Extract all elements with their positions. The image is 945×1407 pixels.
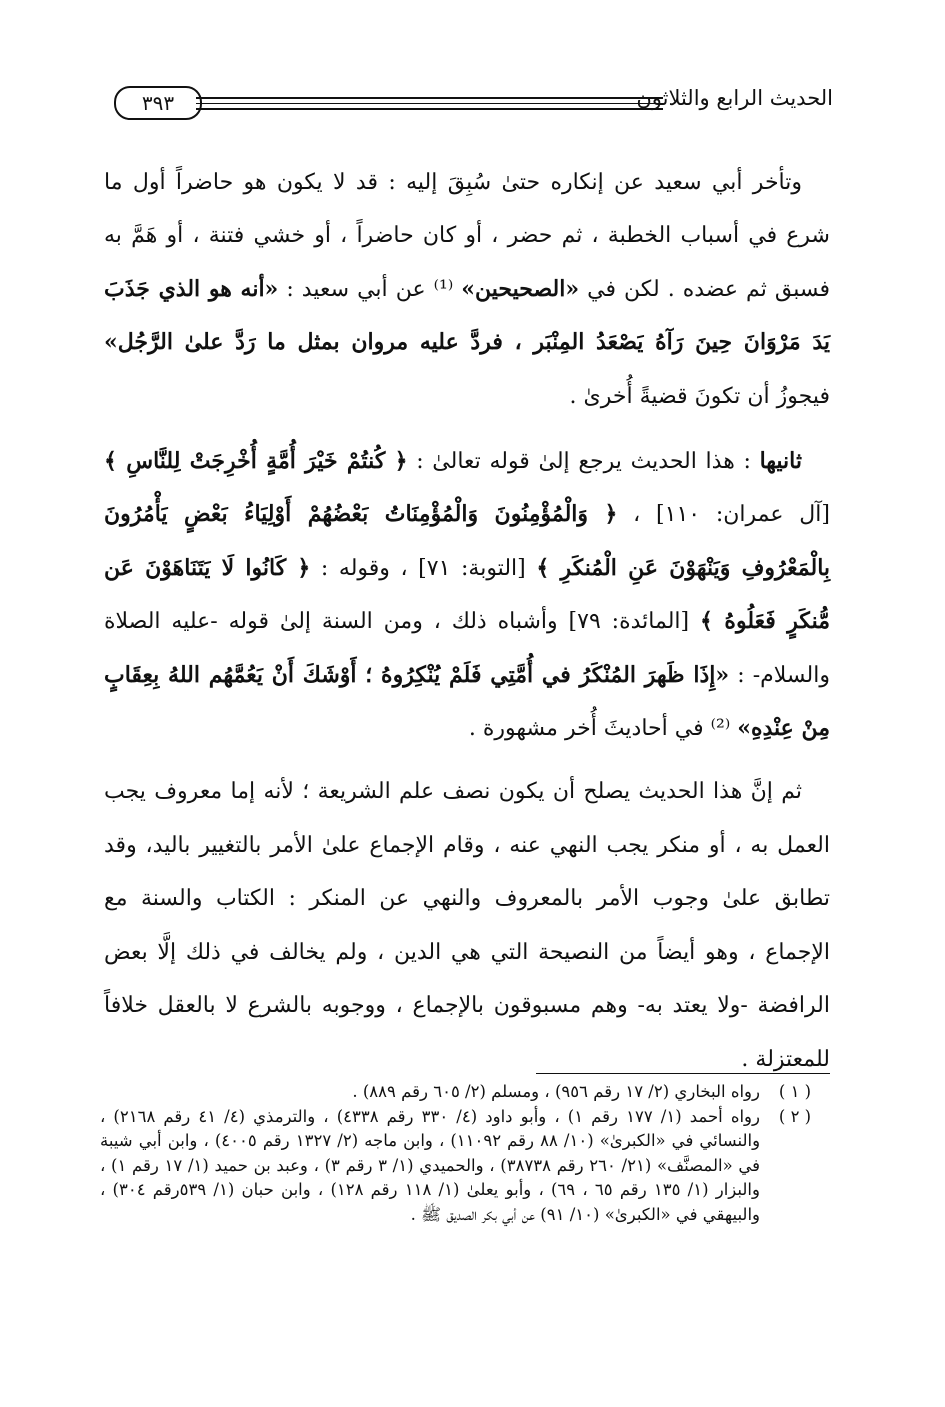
- text-segment: ثم إنَّ هذا الحديث يصلح أن يكون نصف علم الشريعة ؛ لأنه إما معروف يجب العمل به ، أو منكر يجب النهي عنه ، وقام الإجماع علىٰ الأمر بالتغيير باليد، وقد تطابق علىٰ وجوب الأمر بالمعروف والنهي عن المنكر : الكتاب والسنة مع الإجماع ، وهو أيضاً من النصيحة التي هي الدين ، ولم يخالف في ذلك إلَّا بعض الرافضة -ولا يعتد به- وهم مسبوقون بالإجماع ، ووجوبه بالشرع لا بالعقل خلافاً للمعتزلة .: [104, 779, 830, 1072]
- verse-reference: [التوبة: ٧١] ، وقوله :: [310, 555, 537, 581]
- text-segment: ⁽²⁾ في أحاديثَ أُخر مشهورة .: [468, 716, 738, 742]
- text-segment: : هذا الحديث يرجع إلىٰ قوله تعالىٰ :: [407, 449, 760, 475]
- book-title: «الصحيحين»: [461, 275, 580, 302]
- hadith-quote: «إِذَا ظَهرَ المُنْكَرُ في أُمَّتِي فَلَمْ يُنْكِرُوهُ ؛ أَوْشَكَ أَنْ يَعُمَّهُم اللهُ بِعِقَابٍ مِنْ عِنْدِهِ»: [104, 661, 830, 742]
- quran-verse: ﴿ وَالْمُؤْمِنُونَ وَالْمُؤْمِنَاتُ بَعْضُهُمْ أَوْلِيَاءُ بَعْضٍ يَأْمُرُونَ بِالْمَعْرُوفِ وَيَنْهَوْنَ عَنِ الْمُنكَرِ ﴾: [104, 501, 831, 581]
- text-segment: [المائدة: ٧٩] وأشباه ذلك ، ومن السنة إلىٰ قوله -عليه الصلاة والسلام- :: [104, 609, 830, 688]
- paragraph: [104, 156, 830, 423]
- main-text: [104, 156, 830, 1086]
- running-title: الحديث الرابع والثلاثون: [636, 86, 833, 110]
- footnote-number: ( ٢ ): [778, 1106, 812, 1126]
- footnote-ref: ⁽¹⁾ عن أبي سعيد :: [278, 276, 462, 302]
- quran-verse: ﴿ كَانُوا لَا يَتَنَاهَوْنَ عَن مُّنكَرٍ فَعَلُوهُ ﴾: [104, 554, 830, 635]
- footnote-number: ( ١ ): [778, 1082, 812, 1101]
- hadith-quote: «أنه هو الذي جَذَبَ يَدَ مَرْوَانَ حِينَ رَآهُ يَصْعَدُ المِنْبَر ، فردَّ عليه مروان بمثل ما رَدَّ علىٰ الرَّجُل»: [104, 275, 830, 356]
- footnote: [100, 1105, 830, 1228]
- page-number: ٣٩٣: [114, 86, 202, 120]
- header-rule: [196, 103, 663, 104]
- verse-reference: [آل عمران: ١١٠] ،: [617, 502, 830, 528]
- page-header: [100, 84, 833, 120]
- text-segment: وتأخر أبي سعيد عن إنكاره حتىٰ سُبِقَ إليه : قد لا يكون هو حاضراً أول ما شرع في أسباب الخطبة ، ثم حضر ، أو كان حاضراً ، أو خشي فتنة ، أو هَمَّ به فسبق ثم عضده . لكن في: [104, 170, 830, 302]
- header-rule: [196, 97, 663, 99]
- section-lead: ثانيها: [759, 448, 802, 475]
- footnote-text: رواه البخاري (٢/ ١٧ رقم ٩٥٦) ، ومسلم (٢/ ٦٠٥ رقم ٨٨٩) .: [352, 1082, 760, 1101]
- quran-verse: ﴿ كُنتُمْ خَيْرَ أُمَّةٍ أُخْرِجَتْ لِلنَّاسِ ﴾: [104, 448, 408, 475]
- footnote-text: رواه أحمد (١/ ١٧٧ رقم ١) ، وأبو داود (٤/ ٣٣٠ رقم ٤٣٣٨) ، والترمذي (٤/ ٤١ رقم ٢١٦٨) ، والنسائي في «الكبرىٰ» (١٠/ ٨٨ رقم ١١٠٩٢) ، وابن ماجه (٢/ ١٣٢٧ رقم ٤٠٠٥) ، وابن أبي شيبة في «المصنَّف» (٢١/ ٢٦٠ رقم ٣٨٧٣٨) ، والحميدي (١/ ٣ رقم ٣) ، وعبد بن حميد (١/ ١٧ رقم ١) ، والبزار (١/ ١٣٥ رقم ٦٥ ، ٦٩) ، وأبو يعلىٰ (١/ ١١٨ رقم ١٢٨) ، وابن حبان (١/ ٥٣٩رقم ٣٠٤) ، والبيهقي في «الكبرىٰ» (١٠/ ٩١) عن أبي بكر الصديق ﷺ .: [100, 1106, 761, 1224]
- header-rule: [196, 108, 663, 110]
- footnote-separator: [536, 1073, 830, 1074]
- text-segment: فيجوزُ أن تكونَ قضيةً أُخرىٰ .: [569, 383, 830, 409]
- paragraph: [104, 765, 830, 1085]
- footnote: [100, 1080, 830, 1105]
- paragraph: [104, 435, 830, 755]
- footnotes: [100, 1080, 830, 1228]
